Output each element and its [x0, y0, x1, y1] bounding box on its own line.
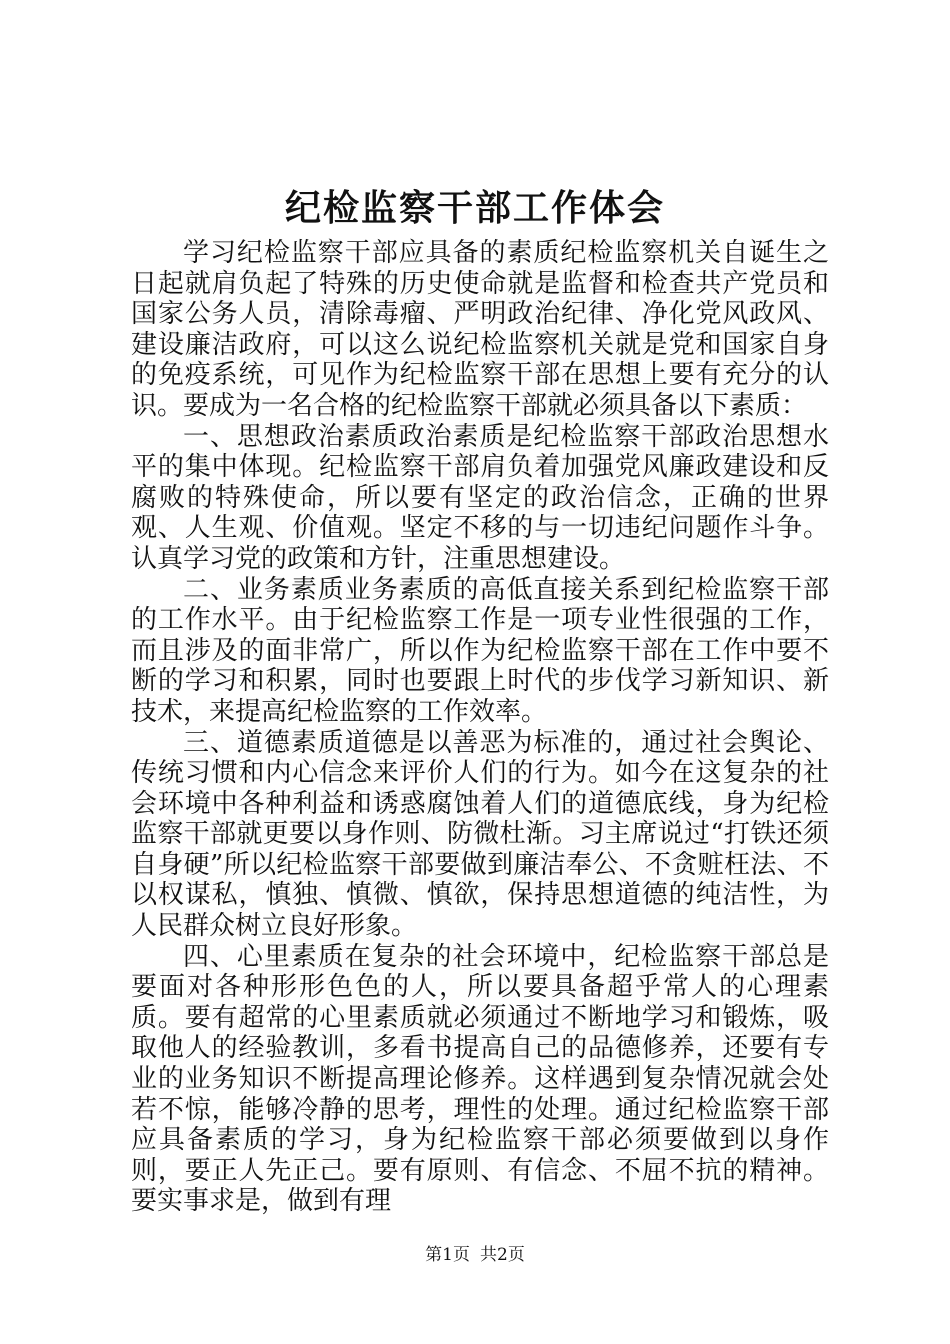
paragraph-psychological-quality: 四、心里素质在复杂的社会环境中，纪检监察干部总是要面对各种形形色色的人，所以要具备超乎常人的心理素质。要有超常的心里素质就必须通过不断地学习和锻炼，吸取他人的经验教训，多看书提高自己的品德修养，还要有专业的业务知识不断提高理论修养。这样遇到复杂情况就会处若不惊，能够冷静的思考，理性的处理。通过纪检监察干部应具备素质的学习，身为纪检监察干部必须要做到以身作则，要正人先正己。要有原则、有信念、不屈不抗的精神。要实事求是，做到有理	[131, 941, 829, 1217]
paragraph-professional-quality: 二、业务素质业务素质的高低直接关系到纪检监察干部的工作水平。由于纪检监察工作是一项专业性很强的工作，而且涉及的面非常广，所以作为纪检监察干部在工作中要不断的学习和积累，同时也要跟上时代的步伐学习新知识、新技术，来提高纪检监察的工作效率。	[131, 574, 829, 727]
paragraph-moral-quality: 三、道德素质道德是以善恶为标准的，通过社会舆论、传统习惯和内心信念来评价人们的行为。如今在这复杂的社会环境中各种利益和诱惑腐蚀着人们的道德底线，身为纪检监察干部就更要以身作则、防微杜渐。习主席说过“打铁还须自身硬”所以纪检监察干部要做到廉洁奉公、不贪赃枉法、不以权谋私，慎独、慎微、慎欲，保持思想道德的纯洁性，为人民群众树立良好形象。	[131, 727, 829, 942]
paragraph-intro: 学习纪检监察干部应具备的素质纪检监察机关自诞生之日起就肩负起了特殊的历史使命就是监督和检查共产党员和国家公务人员，清除毒瘤、严明政治纪律、净化党风政风、建设廉洁政府，可以这么说纪检监察机关就是党和国家自身的免疫系统，可见作为纪检监察干部在思想上要有充分的认识。要成为一名合格的纪检监察干部就必须具备以下素质：	[131, 238, 829, 421]
document-body	[131, 238, 829, 1217]
paragraph-political-quality: 一、思想政治素质政治素质是纪检监察干部政治思想水平的集中体现。纪检监察干部肩负着加强党风廉政建设和反腐败的特殊使命，所以要有坚定的政治信念，正确的世界观、人生观、价值观。坚定不移的与一切违纪问题作斗争。认真学习党的政策和方针，注重思想建设。	[131, 421, 829, 574]
page-total: 共2页	[480, 1245, 525, 1265]
page-number-footer	[0, 1245, 950, 1265]
page-current: 第1页	[425, 1245, 470, 1265]
document-title: 纪检监察干部工作体会	[284, 187, 665, 229]
